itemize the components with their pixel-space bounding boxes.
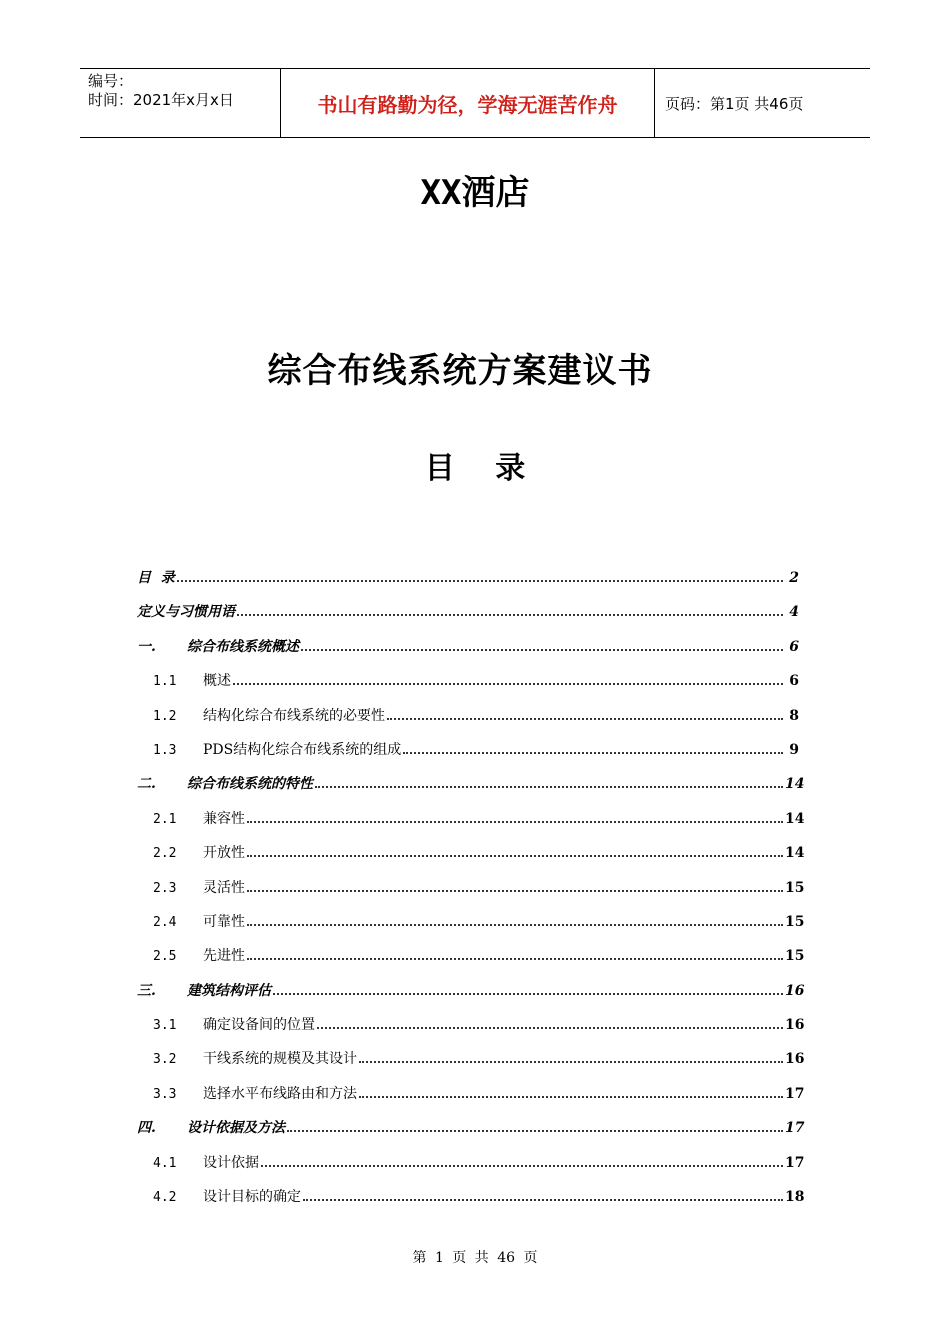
- page-header: [80, 68, 870, 138]
- toc-entry-number: 1.1: [153, 674, 177, 690]
- toc-entry-number: 3.2: [153, 1052, 177, 1068]
- toc-entry[interactable]: [137, 670, 799, 704]
- toc-entry[interactable]: [137, 1083, 805, 1117]
- toc-entry[interactable]: [137, 1186, 805, 1220]
- toc-entry[interactable]: [137, 567, 799, 601]
- toc-entry-label: 确定设备间的位置: [203, 1017, 315, 1034]
- toc-entry[interactable]: [137, 945, 805, 979]
- toc-leader-dots: [359, 1061, 783, 1063]
- toc-entry[interactable]: [137, 877, 805, 911]
- toc-entry-number: 2.5: [153, 949, 177, 965]
- toc-entry[interactable]: [137, 1014, 805, 1048]
- toc-leader-dots: [273, 993, 783, 995]
- toc-entry[interactable]: [137, 1117, 805, 1151]
- toc-entry-number: 4.1: [153, 1155, 177, 1171]
- toc-leader-dots: [247, 924, 783, 926]
- toc-entry-label: 开放性: [203, 845, 245, 862]
- toc-entry-number: 定义与习惯用语: [137, 604, 235, 621]
- toc-entry-page: 16: [785, 1017, 805, 1034]
- toc-entry-label: 综合布线系统概述: [187, 638, 299, 655]
- toc-entry-number: 2.4: [153, 914, 177, 930]
- table-of-contents: [137, 567, 805, 1220]
- toc-entry-page: 17: [785, 1085, 805, 1102]
- toc-leader-dots: [247, 958, 783, 960]
- toc-entry-page: 15: [785, 913, 805, 930]
- toc-entry-label: 建筑结构评估: [187, 982, 271, 999]
- hotel-title: XX酒店: [420, 173, 530, 213]
- toc-entry[interactable]: [137, 773, 805, 807]
- toc-entry-label: 设计依据: [203, 1154, 259, 1171]
- toc-entry-page: 4: [789, 604, 799, 621]
- toc-entry-number: 3.3: [153, 1086, 177, 1102]
- toc-leader-dots: [317, 1027, 783, 1029]
- toc-entry-number: 4.2: [153, 1190, 177, 1206]
- toc-leader-dots: [261, 1165, 783, 1167]
- header-meta: [80, 69, 280, 137]
- toc-leader-dots: [359, 1096, 783, 1098]
- toc-entry[interactable]: [137, 1152, 805, 1186]
- toc-entry-page: 2: [789, 570, 799, 586]
- toc-entry-page: 15: [785, 879, 805, 896]
- toc-entry-number: 2.3: [153, 880, 177, 896]
- toc-heading: 目 录: [424, 451, 526, 486]
- toc-leader-dots: [301, 649, 783, 651]
- toc-leader-dots: [237, 614, 783, 616]
- toc-entry[interactable]: [137, 636, 799, 670]
- toc-entry-page: 17: [785, 1154, 805, 1171]
- toc-entry-number: 四.: [137, 1120, 156, 1137]
- toc-entry-label: 兼容性: [203, 810, 245, 827]
- toc-entry[interactable]: [137, 808, 805, 842]
- toc-leader-dots: [315, 786, 783, 788]
- toc-leader-dots: [233, 683, 783, 685]
- toc-leader-dots: [247, 821, 783, 823]
- toc-entry-number: 3.1: [153, 1018, 177, 1034]
- document-title: 综合布线系统方案建议书: [267, 351, 653, 391]
- toc-entry-label: 结构化综合布线系统的必要性: [203, 707, 385, 724]
- toc-leader-dots: [303, 1199, 783, 1201]
- toc-entry-number: 1.3: [153, 742, 177, 758]
- toc-entry-page: 17: [785, 1120, 805, 1137]
- toc-entry-label: 选择水平布线路由和方法: [203, 1085, 357, 1102]
- toc-leader-dots: [287, 1130, 783, 1132]
- toc-leader-dots: [247, 890, 783, 892]
- toc-leader-dots: [177, 580, 783, 582]
- toc-entry[interactable]: [137, 980, 805, 1014]
- toc-entry-label: 灵活性: [203, 879, 245, 896]
- toc-entry-number: 1.2: [153, 708, 177, 724]
- toc-entry-page: 14: [785, 810, 805, 827]
- toc-entry-number: 2.1: [153, 811, 177, 827]
- toc-entry-page: 15: [785, 948, 805, 965]
- toc-entry[interactable]: [137, 601, 799, 635]
- toc-entry-page: 14: [785, 845, 805, 862]
- doc-date: 时间：2021年x月x日: [88, 91, 234, 109]
- toc-leader-dots: [387, 718, 783, 720]
- toc-entry-number: 二.: [137, 776, 156, 793]
- toc-entry[interactable]: [137, 705, 799, 739]
- toc-leader-dots: [247, 855, 783, 857]
- toc-entry-page: 6: [789, 673, 799, 690]
- page-footer: 第 1 页 共 46 页: [412, 1250, 538, 1266]
- toc-entry-label: 先进性: [203, 948, 245, 965]
- toc-entry-page: 9: [789, 741, 799, 758]
- toc-entry-page: 16: [785, 982, 805, 999]
- toc-entry-number: 一.: [137, 638, 156, 655]
- toc-entry-number: 三.: [137, 982, 156, 999]
- toc-entry-label: PDS结构化综合布线系统的组成: [203, 741, 402, 758]
- toc-entry-page: 14: [785, 776, 805, 793]
- toc-entry-number: 2.2: [153, 846, 177, 862]
- doc-number-label: 编号：: [88, 72, 134, 90]
- header-page-info: 页码：第1页 共46页: [665, 94, 804, 113]
- toc-entry-label: 干线系统的规模及其设计: [203, 1051, 357, 1068]
- toc-entry-page: 16: [785, 1051, 805, 1068]
- toc-entry-page: 6: [789, 638, 799, 655]
- toc-entry-label: 综合布线系统的特性: [187, 776, 313, 793]
- toc-entry[interactable]: [137, 1048, 805, 1082]
- toc-entry-label: 设计依据及方法: [187, 1120, 285, 1137]
- toc-entry-label: 概述: [203, 673, 231, 690]
- toc-entry[interactable]: [137, 911, 805, 945]
- header-motto: 书山有路勤为径，学海无涯苦作舟: [280, 69, 655, 137]
- toc-entry[interactable]: [137, 739, 799, 773]
- toc-entry[interactable]: [137, 842, 805, 876]
- toc-entry-label: 设计目标的确定: [203, 1189, 301, 1206]
- toc-entry-page: 8: [789, 707, 799, 724]
- toc-entry-label: 可靠性: [203, 913, 245, 930]
- toc-leader-dots: [403, 752, 783, 754]
- toc-entry-number: 目 录: [137, 570, 175, 586]
- toc-entry-page: 18: [785, 1189, 805, 1206]
